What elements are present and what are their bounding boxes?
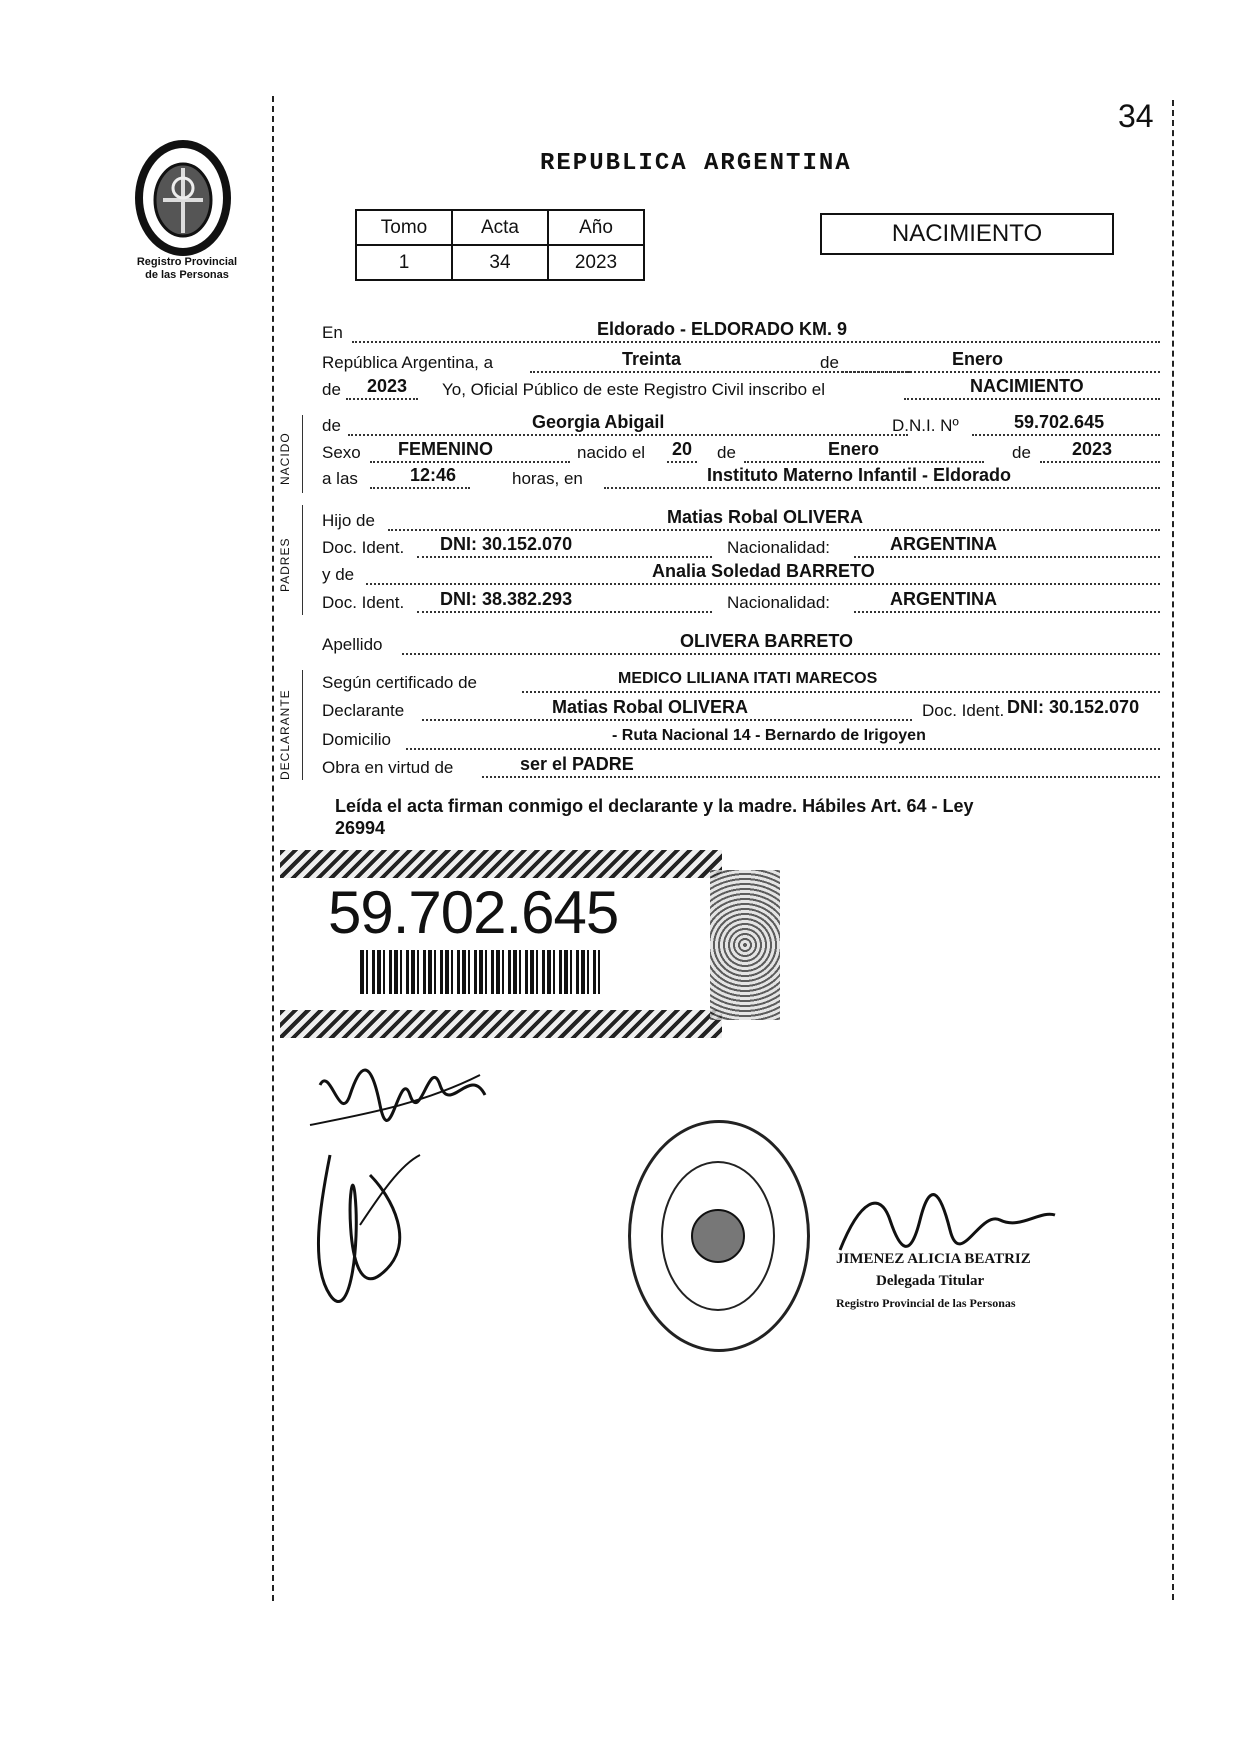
- value-name: Georgia Abigail: [532, 412, 665, 432]
- closing-note-line1: Leída el acta firman conmigo el declarante y la madre. Hábiles Art. 64 - Ley: [335, 796, 974, 816]
- value-birth-day: 20: [672, 439, 693, 459]
- line-year: [322, 377, 1160, 402]
- label-de2: de: [322, 380, 341, 399]
- side-label-nacido: NACIDO: [278, 432, 292, 485]
- line-place: [322, 320, 1160, 345]
- label-de4: de: [717, 443, 736, 462]
- label-doc-2: Doc. Ident.: [322, 593, 405, 612]
- label-apellido: Apellido: [322, 635, 383, 654]
- registry-table: [355, 209, 645, 281]
- line-name: [322, 413, 1160, 438]
- value-birth-time: 12:46: [410, 465, 457, 485]
- value-declarant-doc: DNI: 30.152.070: [1007, 697, 1140, 717]
- logo-caption: [112, 256, 262, 282]
- label-nacionalidad-2: Nacionalidad:: [727, 593, 831, 612]
- value-certifier: MEDICO LILIANA ITATI MARECOS: [618, 670, 878, 687]
- label-docident: Doc. Ident.: [922, 701, 1005, 720]
- sticker-number: 59.702.645: [328, 879, 619, 946]
- line-surname: [322, 632, 1160, 657]
- official-stamp: [628, 1120, 810, 1352]
- province-seal-logo: [128, 138, 238, 258]
- line-capacity: [322, 755, 1160, 780]
- padres-bracket: [302, 505, 303, 615]
- line-certificate: [322, 670, 1160, 695]
- line-father: [322, 508, 1160, 533]
- label-de5: de: [1012, 443, 1031, 462]
- value-place: Eldorado - ELDORADO KM. 9: [597, 319, 848, 339]
- hologram-seal: [710, 870, 780, 1020]
- value-mother: Analia Soledad BARRETO: [652, 561, 875, 581]
- value-father: Matias Robal OLIVERA: [667, 507, 864, 527]
- stamp-crest: [661, 1161, 775, 1311]
- official-block: [836, 1248, 1031, 1314]
- document-title: REPUBLICA ARGENTINA: [540, 150, 852, 177]
- value-acta: 34: [452, 245, 548, 280]
- line-declarant: [322, 698, 1160, 723]
- line-sex: [322, 440, 1160, 465]
- value-father-doc: DNI: 30.152.070: [440, 534, 573, 554]
- header-acta: Acta: [452, 210, 548, 245]
- line-date: [322, 350, 1160, 375]
- value-dni: 59.702.645: [1014, 412, 1105, 432]
- header-anio: Año: [548, 210, 644, 245]
- value-surname: OLIVERA BARRETO: [680, 631, 854, 651]
- act-type-box: NACIMIENTO: [820, 213, 1114, 255]
- value-year: 2023: [367, 376, 408, 396]
- value-day: Treinta: [622, 349, 682, 369]
- side-label-padres: PADRES: [278, 537, 292, 592]
- official-office: Registro Provincial de las Personas: [836, 1296, 1016, 1310]
- sticker-pattern-bottom: [280, 1010, 722, 1038]
- label-doc: Doc. Ident.: [322, 538, 405, 557]
- value-declarant: Matias Robal OLIVERA: [552, 697, 749, 717]
- label-yde: y de: [322, 565, 355, 584]
- closing-note-line2: 26994: [335, 818, 386, 838]
- logo-caption-line2: de las Personas: [145, 269, 229, 281]
- label-republica: República Argentina, a: [322, 353, 494, 372]
- line-time: [322, 466, 1160, 491]
- value-mother-doc: DNI: 38.382.293: [440, 589, 573, 609]
- sticker-pattern-top: [280, 850, 722, 878]
- label-en: En: [322, 323, 343, 342]
- line-father-doc: [322, 535, 1160, 560]
- line-mother-doc: [322, 590, 1160, 615]
- page-number: 34: [1118, 98, 1154, 134]
- official-name: JIMENEZ ALICIA BEATRIZ: [836, 1251, 1031, 1267]
- value-month: Enero: [952, 349, 1004, 369]
- label-domicilio: Domicilio: [322, 730, 391, 749]
- label-de3: de: [322, 416, 341, 435]
- nacido-bracket: [302, 415, 303, 493]
- label-nacionalidad: Nacionalidad:: [727, 538, 831, 557]
- closing-note: [335, 795, 1155, 839]
- value-capacity: ser el PADRE: [520, 754, 634, 774]
- value-birth-year: 2023: [1072, 439, 1113, 459]
- handwritten-signatures: [300, 1045, 500, 1345]
- label-alas: a las: [322, 469, 358, 488]
- value-birth-month: Enero: [828, 439, 880, 459]
- label-hijo: Hijo de: [322, 511, 375, 530]
- label-certificado: Según certificado de: [322, 673, 477, 692]
- declarante-bracket: [302, 670, 303, 780]
- label-horas: horas, en: [512, 469, 583, 488]
- line-address: [322, 727, 1160, 752]
- label-declarante: Declarante: [322, 701, 405, 720]
- value-father-nat: ARGENTINA: [890, 534, 997, 554]
- value-tomo: 1: [356, 245, 452, 280]
- line-mother: [322, 562, 1160, 587]
- value-birth-place: Instituto Materno Infantil - Eldorado: [707, 465, 1011, 485]
- barcode: [360, 950, 600, 994]
- label-nacido: nacido el: [577, 443, 646, 462]
- label-de: de: [820, 353, 839, 372]
- side-label-declarante: DECLARANTE: [278, 689, 292, 780]
- id-sticker: [280, 850, 722, 1038]
- left-margin-line: [272, 96, 274, 1601]
- label-dni: D.N.I. Nº: [892, 416, 959, 435]
- right-margin-line: [1172, 100, 1174, 1600]
- value-act-word: NACIMIENTO: [970, 376, 1084, 396]
- header-tomo: Tomo: [356, 210, 452, 245]
- value-anio: 2023: [548, 245, 644, 280]
- label-yo: Yo, Oficial Público de este Registro Civil inscribo el: [442, 380, 825, 399]
- logo-caption-line1: Registro Provincial: [136, 256, 238, 268]
- value-mother-nat: ARGENTINA: [890, 589, 997, 609]
- label-obra: Obra en virtud de: [322, 758, 454, 777]
- value-sex: FEMENINO: [398, 439, 494, 459]
- official-role: Delegada Titular: [876, 1273, 985, 1289]
- value-address: - Ruta Nacional 14 - Bernardo de Irigoyen: [612, 727, 926, 744]
- label-sexo: Sexo: [322, 443, 361, 462]
